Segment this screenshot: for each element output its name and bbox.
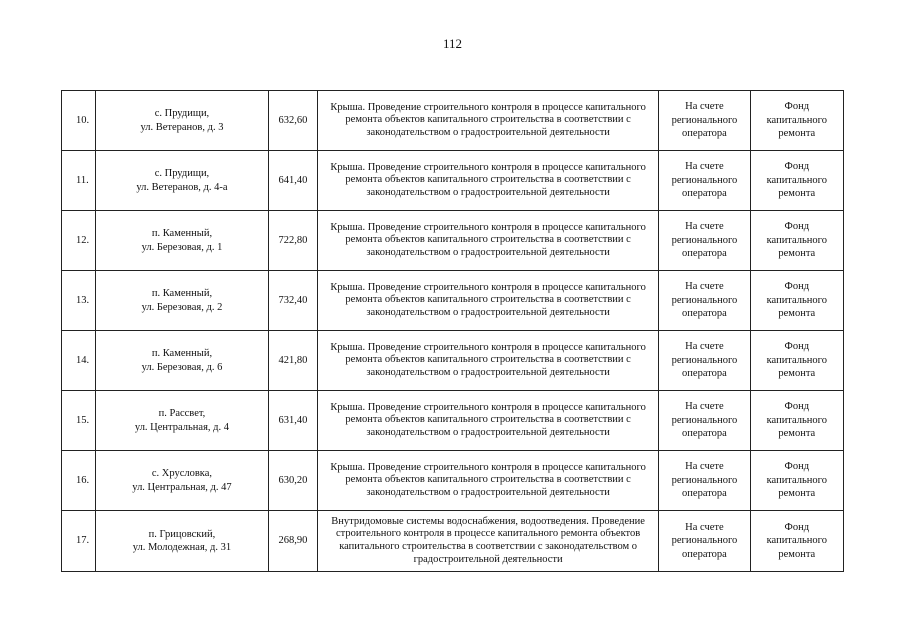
work-description: Крыша. Проведение строительного контроля в процессе капитального ремонта объектов капитального строительства в соответствии с законодательством о градостроительной деятельности (317, 151, 658, 211)
table-row (62, 331, 844, 391)
row-number: 11. (62, 151, 96, 211)
work-description: Внутридомовые системы водоснабжения, водоотведения. Проведение строительного контроля в процессе капитального ремонта объектов капитального строительства в соответствии с законодательством о градостроительной деятельности (317, 511, 658, 572)
area-value: 632,60 (268, 91, 317, 151)
funding-source: Фонд капитального ремонта (750, 391, 843, 451)
street-address: ул. Ветеранов, д. 3 (140, 121, 224, 133)
area-value: 268,90 (268, 511, 317, 572)
area-value: 722,80 (268, 211, 317, 271)
table-row (62, 451, 844, 511)
settlement-name: п. Каменный, (151, 288, 213, 300)
row-number: 15. (62, 391, 96, 451)
settlement-name: п. Каменный, (151, 348, 213, 360)
address-cell (96, 211, 269, 271)
account-type: На счете регионального оператора (659, 271, 750, 331)
settlement-name: п. Грицовский, (148, 528, 216, 540)
row-number: 13. (62, 271, 96, 331)
settlement-name: с. Прудищи, (154, 108, 210, 120)
settlement-name: с. Хрусловка, (151, 468, 213, 480)
work-description: Крыша. Проведение строительного контроля в процессе капитального ремонта объектов капитального строительства в соответствии с законодательством о градостроительной деятельности (317, 271, 658, 331)
account-type: На счете регионального оператора (659, 151, 750, 211)
address-cell (96, 451, 269, 511)
work-description: Крыша. Проведение строительного контроля в процессе капитального ремонта объектов капитального строительства в соответствии с законодательством о градостроительной деятельности (317, 391, 658, 451)
area-value: 630,20 (268, 451, 317, 511)
address-cell (96, 91, 269, 151)
address-cell (96, 391, 269, 451)
row-number: 14. (62, 331, 96, 391)
street-address: ул. Молодежная, д. 31 (132, 542, 232, 553)
funding-source: Фонд капитального ремонта (750, 451, 843, 511)
street-address: ул. Центральная, д. 47 (132, 481, 232, 493)
settlement-name: п. Рассвет, (158, 408, 206, 420)
settlement-name: с. Прудищи, (154, 168, 210, 180)
row-number: 16. (62, 451, 96, 511)
account-type: На счете регионального оператора (659, 511, 750, 572)
street-address: ул. Березовая, д. 2 (141, 301, 223, 313)
table-row (62, 151, 844, 211)
table-row (62, 391, 844, 451)
address-cell (96, 151, 269, 211)
area-value: 732,40 (268, 271, 317, 331)
funding-source: Фонд капитального ремонта (750, 151, 843, 211)
row-number: 17. (62, 511, 96, 572)
account-type: На счете регионального оператора (659, 211, 750, 271)
repair-schedule-table (61, 90, 844, 572)
street-address: ул. Центральная, д. 4 (134, 421, 229, 433)
work-description: Крыша. Проведение строительного контроля в процессе капитального ремонта объектов капитального строительства в соответствии с законодательством о градостроительной деятельности (317, 91, 658, 151)
table-row (62, 211, 844, 271)
address-cell (96, 271, 269, 331)
account-type: На счете регионального оператора (659, 91, 750, 151)
street-address: ул. Ветеранов, д. 4-а (136, 181, 228, 193)
funding-source: Фонд капитального ремонта (750, 211, 843, 271)
table-row (62, 271, 844, 331)
address-cell (96, 331, 269, 391)
street-address: ул. Березовая, д. 6 (141, 361, 223, 373)
account-type: На счете регионального оператора (659, 451, 750, 511)
row-number: 12. (62, 211, 96, 271)
funding-source: Фонд капитального ремонта (750, 271, 843, 331)
table-row (62, 511, 844, 572)
work-description: Крыша. Проведение строительного контроля в процессе капитального ремонта объектов капитального строительства в соответствии с законодательством о градостроительной деятельности (317, 331, 658, 391)
account-type: На счете регионального оператора (659, 391, 750, 451)
funding-source: Фонд капитального ремонта (750, 511, 843, 572)
street-address: ул. Березовая, д. 1 (141, 241, 223, 253)
page-number: 112 (442, 36, 463, 51)
work-description: Крыша. Проведение строительного контроля в процессе капитального ремонта объектов капитального строительства в соответствии с законодательством о градостроительной деятельности (317, 211, 658, 271)
area-value: 421,80 (268, 331, 317, 391)
area-value: 641,40 (268, 151, 317, 211)
funding-source: Фонд капитального ремонта (750, 331, 843, 391)
work-description: Крыша. Проведение строительного контроля в процессе капитального ремонта объектов капитального строительства в соответствии с законодательством о градостроительной деятельности (317, 451, 658, 511)
account-type: На счете регионального оператора (659, 331, 750, 391)
address-cell (96, 511, 269, 572)
funding-source: Фонд капитального ремонта (750, 91, 843, 151)
table-row (62, 91, 844, 151)
settlement-name: п. Каменный, (151, 228, 213, 240)
row-number: 10. (62, 91, 96, 151)
area-value: 631,40 (268, 391, 317, 451)
